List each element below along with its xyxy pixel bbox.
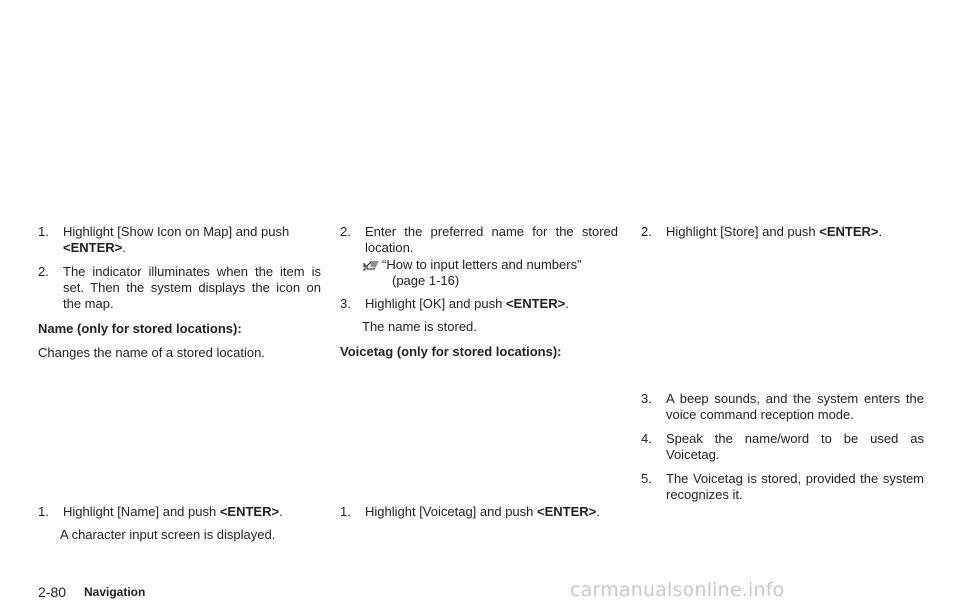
list-item	[641, 471, 924, 503]
step-number: 2.	[38, 264, 49, 279]
step-number: 5.	[641, 471, 652, 486]
list-item	[641, 224, 924, 240]
page-number: 2-80	[38, 584, 67, 600]
reference-hand-icon	[362, 258, 380, 271]
step-text: Highlight [OK] and push <ENTER>.	[365, 296, 569, 311]
step-text: A beep sounds, and the system enters the voice command reception mode.	[666, 391, 924, 422]
col1-steps-top	[38, 224, 321, 361]
enter-key: <ENTER>	[819, 224, 879, 239]
list-item	[641, 391, 924, 423]
reference-page: (page 1-16)	[392, 273, 460, 288]
section-heading-name: Name (only for stored locations):	[38, 321, 242, 336]
list-item	[38, 224, 321, 256]
enter-key: <ENTER>	[505, 296, 566, 311]
col3-steps-bottom	[641, 391, 924, 503]
list-item	[340, 504, 618, 520]
step-text: Enter the preferred name for the stored location.	[365, 224, 618, 255]
section-name: Navigation	[84, 585, 146, 599]
step-result: The name is stored.	[362, 319, 477, 334]
col2-steps-top	[340, 224, 618, 360]
col2-steps-bottom	[340, 504, 618, 520]
step-text: The indicator illuminates when the item is set. Then the system displays the icon on the map.	[63, 264, 321, 311]
step-text: Highlight [Name] and push <ENTER>.	[63, 504, 283, 519]
step-number: 3.	[641, 391, 652, 406]
page-reference	[340, 257, 618, 289]
enter-key: <ENTER>	[219, 504, 280, 519]
step-number: 2.	[340, 224, 351, 239]
step-number: 1.	[38, 224, 49, 239]
list-item	[641, 431, 924, 463]
step-text: Speak the name/word to be used as Voicetag.	[666, 431, 924, 462]
enter-key: <ENTER>	[537, 504, 597, 519]
step-number: 4.	[641, 431, 652, 446]
section-description: Changes the name of a stored location.	[38, 345, 265, 360]
step-number: 3.	[340, 296, 351, 311]
col1-steps-bottom	[38, 504, 321, 543]
section-heading-voicetag: Voicetag (only for stored locations):	[340, 344, 562, 359]
step-text: Highlight [Store] and push <ENTER>.	[666, 224, 883, 239]
step-number: 1.	[340, 504, 351, 519]
step-text: Highlight [Show Icon on Map] and push <ENTER>.	[63, 224, 290, 255]
col3-step-top	[641, 224, 924, 240]
step-number: 1.	[38, 504, 49, 519]
list-item	[38, 264, 321, 312]
step-number: 2.	[641, 224, 652, 239]
step-result: A character input screen is displayed.	[60, 527, 276, 542]
reference-title: “How to input letters and numbers”	[382, 257, 582, 272]
enter-key: <ENTER>	[63, 240, 123, 255]
step-text: Highlight [Voicetag] and push <ENTER>.	[365, 504, 600, 519]
watermark: carmanualsonline.info	[570, 579, 785, 601]
list-item	[340, 296, 618, 312]
list-item	[340, 224, 618, 256]
list-item	[38, 504, 321, 520]
step-text: The Voicetag is stored, provided the system recognizes it.	[666, 471, 924, 502]
